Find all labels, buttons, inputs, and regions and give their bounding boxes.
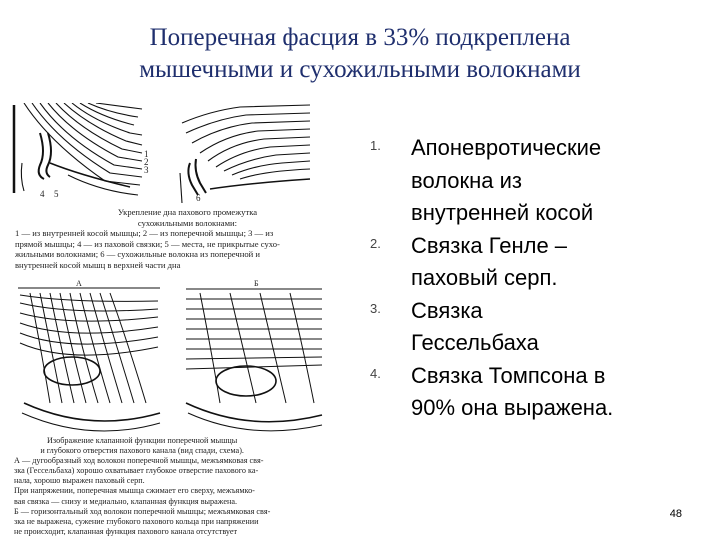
caption-top-line: 1 — из внутренней косой мышцы; 2 — из поперечной мышцы; 3 — из	[15, 228, 274, 238]
caption-top-line: внутренней косой мышц в верхней части дна	[15, 259, 181, 270]
caption-bottom-line: А — дугообразный ход волокон поперечной мышцы, межъямковая свя-	[14, 456, 264, 466]
caption-bottom-line: зка не выражена, сужение глубокого пахового кольца при напряжении	[14, 516, 259, 526]
list-item-text: Гессельбаха	[411, 330, 539, 355]
list-item-text: внутренней косой	[411, 200, 594, 225]
caption-bottom-line: Изображение клапанной функции поперечной мышцы	[47, 436, 238, 445]
caption-bottom-line: Б — горизонтальный ход волокон поперечной мышцы; межъямковая свя-	[14, 506, 271, 516]
anatomy-figure	[10, 103, 328, 536]
slide-title-line-1: Поперечная фасция в 33% подкреплена	[149, 24, 571, 51]
caption-top-line: прямой мышцы; 4 — из паховой связки; 5 — места, не прикрытые сухо-	[15, 238, 280, 249]
figure-letter-b: Б	[254, 279, 259, 288]
drawing-bottom-left	[18, 288, 160, 431]
list-item	[370, 360, 710, 425]
list-item	[370, 295, 710, 360]
list-item-number: 3.	[370, 300, 381, 316]
slide-title	[0, 22, 720, 86]
figure-label-3: 3	[144, 165, 149, 175]
caption-top-line: жильными волокнами; 6 — сухожильные волокна из поперечной и	[15, 249, 260, 259]
page-number: 48	[669, 508, 682, 520]
figure-label-2: 2	[144, 157, 149, 167]
list-item	[370, 230, 710, 295]
figure-letter-a: А	[76, 279, 82, 288]
caption-bottom-line: нала, хорошо выражен паховый серп.	[14, 476, 145, 486]
list-item-text: Связка Томпсона в	[411, 362, 606, 388]
list-item-text: 90% она выражена.	[411, 395, 614, 420]
list-item	[370, 132, 710, 230]
caption-bottom-line: вая связка — снизу и медиально, клапанная функция выражена.	[14, 496, 238, 506]
caption-bottom-line: При напряжении, поперечная мышца сжимает его сверху, межъямко-	[14, 486, 255, 496]
list-item-text: Связка	[411, 297, 483, 323]
caption-top-line: сухожильными волокнами:	[137, 217, 238, 228]
figure-caption-bottom	[14, 436, 270, 537]
list-item-number: 4.	[370, 365, 381, 381]
figure-label-6: 6	[196, 193, 201, 203]
caption-top-line: Укрепление дна пахового промежутка	[117, 207, 258, 217]
list-item-text: волокна из	[411, 167, 523, 193]
list-item-text: Апоневротические	[411, 135, 602, 160]
slide-title-line-2: мышечными и сухожильными волокнами	[139, 56, 581, 83]
drawing-top-right	[180, 105, 310, 203]
figure-caption-top	[15, 207, 280, 270]
figure-label-4: 4	[40, 189, 45, 199]
list-item-number: 1.	[370, 138, 381, 153]
caption-bottom-line: зка (Гессельбаха) хорошо охватывает глубокое отверстие пахового ка-	[14, 466, 259, 476]
figure-label-1: 1	[144, 149, 149, 159]
caption-bottom-line: не происходит, клапанная функция пахового канала отсутствует	[14, 526, 238, 536]
figure-label-5: 5	[54, 189, 59, 199]
list-item-text: Связка Генле –	[411, 232, 568, 258]
drawing-bottom-right	[186, 289, 322, 431]
numbered-list	[370, 132, 710, 425]
caption-bottom-line: и глубокого отверстия пахового канала (вид спади, схема).	[40, 446, 244, 456]
list-item-number: 2.	[370, 235, 381, 251]
list-item-text: паховый серп.	[411, 265, 558, 290]
drawing-top-left	[14, 103, 142, 195]
